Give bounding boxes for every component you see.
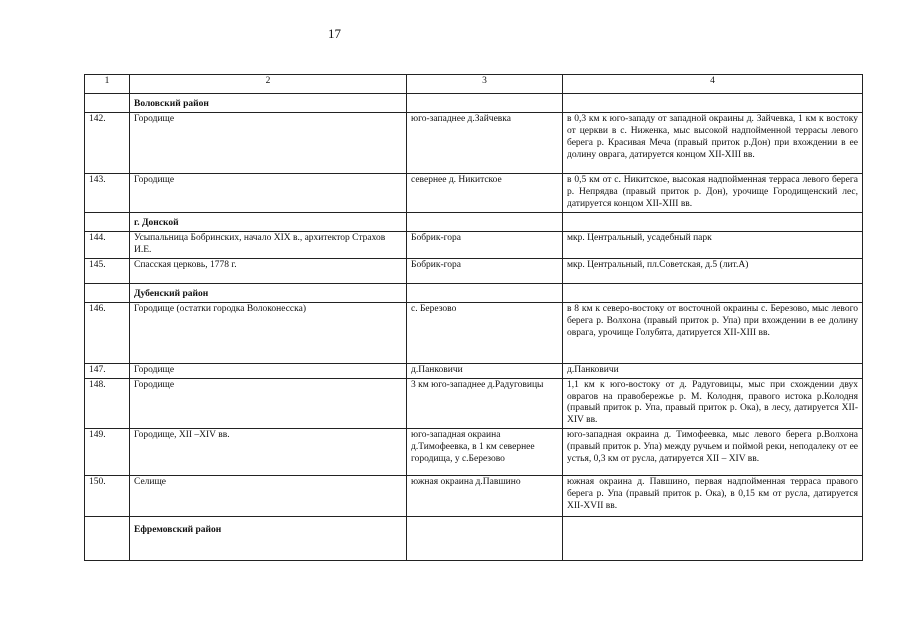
table-row (85, 378, 863, 429)
row-number: 143. (85, 174, 130, 213)
object-location: с. Березово (407, 302, 563, 363)
table-row (85, 302, 863, 363)
object-location: Бобрик-гора (407, 258, 563, 283)
section-title: Ефремовский район (130, 517, 407, 561)
object-description: мкр. Центральный, усадебный парк (563, 232, 863, 259)
object-location: д.Панковичи (407, 363, 563, 378)
column-header: 1 (85, 75, 130, 94)
object-description: южная окраина д. Павшино, первая надпойменная терраса правого берега р. Упа (правый приток р. Ока), в 0,15 км от русла, датируется XII-XVII вв. (563, 476, 863, 517)
table-row (85, 113, 863, 174)
object-name: Городище (130, 363, 407, 378)
object-description: 1,1 км к юго-востоку от д. Радуговицы, мыс при схождении двух оврагов на правобережье р. М. Колодня, правого истока р.Колодня (правый приток р. Упа, правый приток р. Ока), в лесу, датируется XII-XIV вв. (563, 378, 863, 429)
object-location: юго-западнее д.Зайчевка (407, 113, 563, 174)
section-row (85, 283, 863, 302)
row-number: 150. (85, 476, 130, 517)
section-title: Воловский район (130, 94, 407, 113)
page-number: 17 (328, 26, 341, 41)
row-number: 149. (85, 429, 130, 476)
section-row (85, 94, 863, 113)
object-name: Спасская церковь, 1778 г. (130, 258, 407, 283)
row-number: 146. (85, 302, 130, 363)
object-description: в 0,5 км от с. Никитское, высокая надпойменная терраса левого берега р. Непрядва (правый приток р. Дон), урочище Городищенский лес, датируется концом XII-XIII вв. (563, 174, 863, 213)
column-header: 2 (130, 75, 407, 94)
row-number: 145. (85, 258, 130, 283)
heritage-registry-table (84, 74, 863, 561)
section-title: г. Донской (130, 213, 407, 232)
object-name: Усыпальница Бобринских, начало XIX в., архитектор Страхов И.Е. (130, 232, 407, 259)
row-number: 148. (85, 378, 130, 429)
row-number: 142. (85, 113, 130, 174)
object-name: Городище, XII –XIV вв. (130, 429, 407, 476)
object-location: 3 км юго-западнее д.Радуговицы (407, 378, 563, 429)
table-row (85, 258, 863, 283)
column-header: 4 (563, 75, 863, 94)
table-row (85, 476, 863, 517)
object-name: Селище (130, 476, 407, 517)
section-title: Дубенский район (130, 283, 407, 302)
row-number: 147. (85, 363, 130, 378)
table-row (85, 174, 863, 213)
column-header: 3 (407, 75, 563, 94)
object-location: юго-западная окраина д.Тимофеевка, в 1 км севернее городища, у с.Березово (407, 429, 563, 476)
table-row (85, 363, 863, 378)
object-name: Городище (130, 174, 407, 213)
object-location: южная окраина д.Павшино (407, 476, 563, 517)
table-row (85, 232, 863, 259)
object-description: д.Панковичи (563, 363, 863, 378)
object-description: юго-западная окраина д. Тимофеевка, мыс левого берега р.Волхона (правый приток р. Упа) между ручьем и поймой реки, неподалеку от ее устья, 0,3 км от русла, датируется XII – XIV вв. (563, 429, 863, 476)
row-number: 144. (85, 232, 130, 259)
section-row (85, 213, 863, 232)
object-description: в 8 км к северо-востоку от восточной окраины с. Березово, мыс левого берега р. Волхона (правый приток р. Упа) при вхождении в ее долину оврага, урочище Голубята, датируется XII-XIII вв. (563, 302, 863, 363)
object-name: Городище (130, 378, 407, 429)
object-description: в 0,3 км к юго-западу от западной окраины д. Зайчевка, 1 км к востоку от церкви в с. Ниженка, мыс высокой надпойменной террасы левого берега р. Красивая Меча (правый приток р.Дон) при вхождении в ее долину оврага, датируется концом XII-XIII вв. (563, 113, 863, 174)
table-row (85, 429, 863, 476)
object-location: Бобрик-гора (407, 232, 563, 259)
object-name: Городище (остатки городка Волоконесска) (130, 302, 407, 363)
section-row (85, 517, 863, 561)
object-name: Городище (130, 113, 407, 174)
table-header-row (85, 75, 863, 94)
object-description: мкр. Центральный, пл.Советская, д.5 (лит.А) (563, 258, 863, 283)
object-location: севернее д. Никитское (407, 174, 563, 213)
